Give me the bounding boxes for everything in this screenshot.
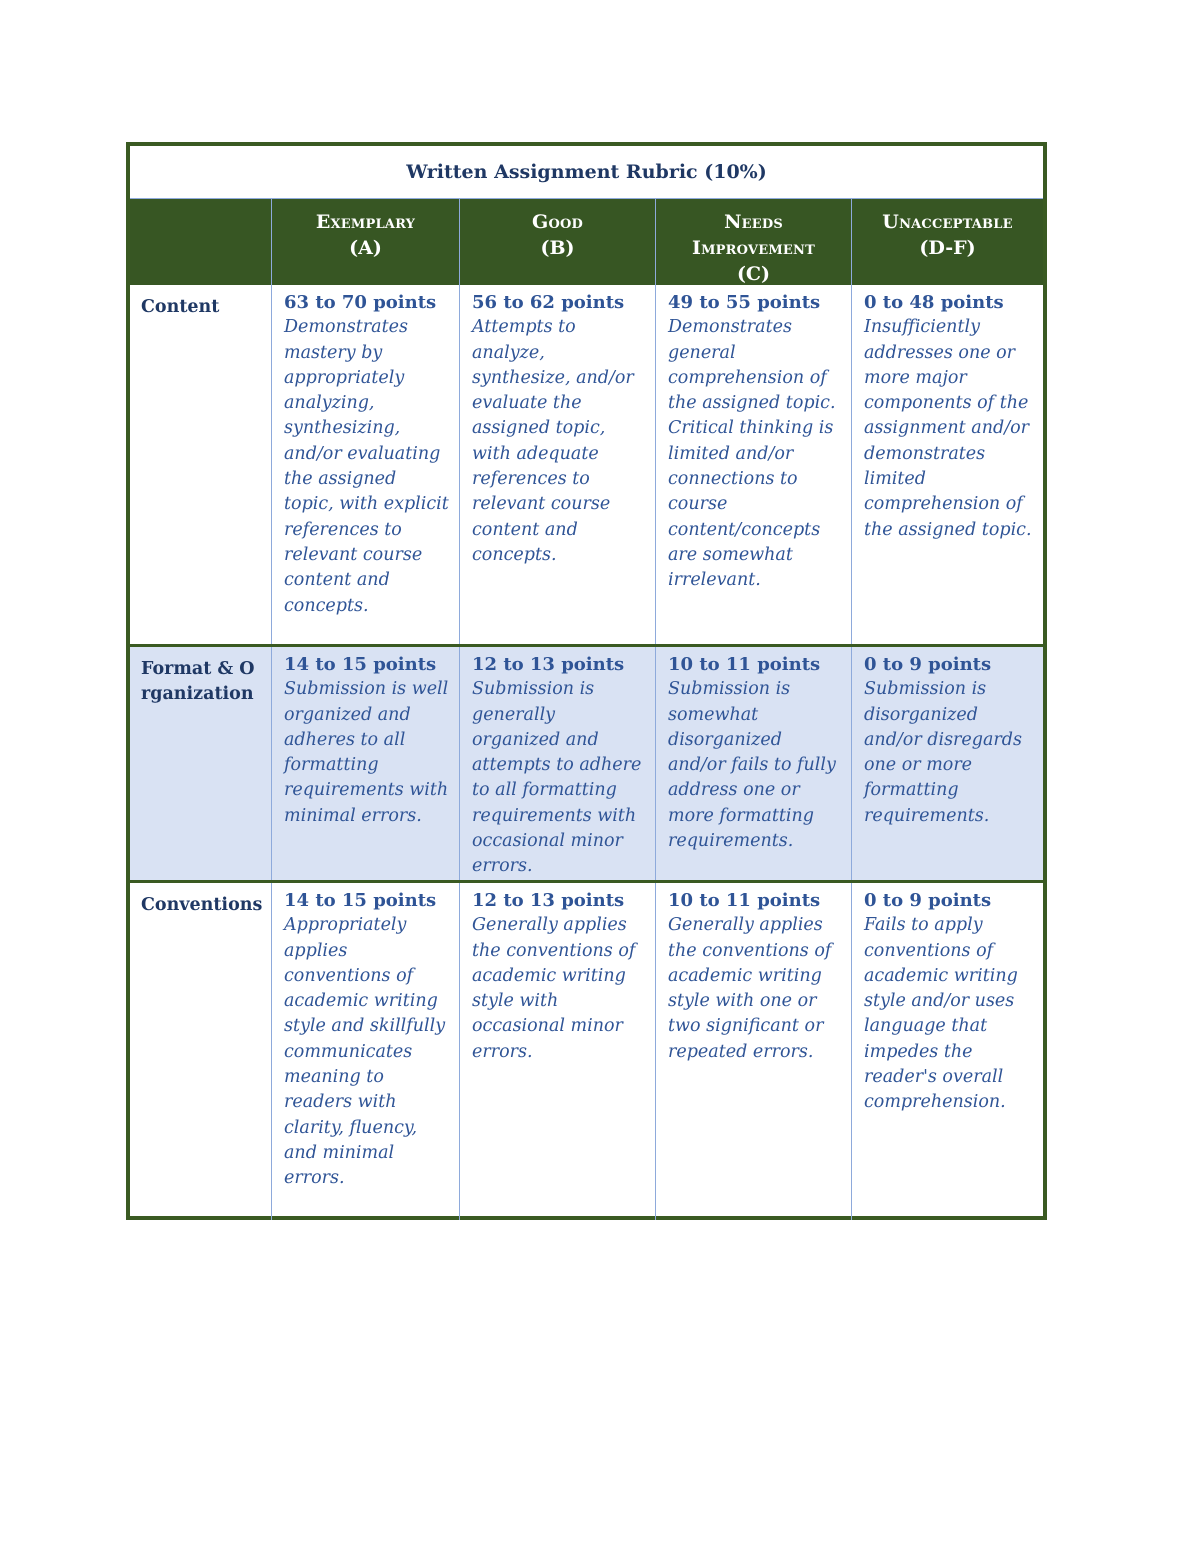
points-range: 12 to 13 points [472, 890, 625, 911]
cell-description: Demonstrates general comprehension of the assigned topic. Critical thinking is limited and/or connections to course content/concepts are somewhat irrelevant. [668, 317, 836, 591]
rubric-title: Written Assignment Rubric (10%) [130, 146, 1043, 199]
rubric-cell [459, 647, 655, 880]
level-grade: (A) [349, 237, 382, 259]
table-row [130, 647, 1043, 883]
points-range: 0 to 48 points [864, 292, 1004, 313]
points-range: 10 to 11 points [668, 654, 821, 675]
cell-description: Appropriately applies conventions of academic writing style and skillfully communicates meaning to readers with clarity, fluency, and minimal errors. [284, 915, 446, 1189]
cell-description: Generally applies the conventions of academic writing style with one or two significant or repeated errors. [668, 915, 832, 1062]
table-row [130, 883, 1043, 1220]
criterion-label: Content [141, 297, 220, 317]
header-row [130, 199, 1043, 285]
cell-description: Generally applies the conventions of academic writing style with occasional minor errors. [472, 915, 636, 1062]
rubric-cell [271, 647, 459, 880]
level-grade: (D-F) [919, 237, 976, 259]
points-range: 12 to 13 points [472, 654, 625, 675]
level-grade: (B) [540, 237, 575, 259]
points-range: 10 to 11 points [668, 890, 821, 911]
rubric-cell [851, 285, 1043, 644]
cell-description: Submission is generally organized and attempts to adhere to all formatting requirements with occasional minor errors. [472, 679, 642, 877]
cell-description: Submission is disorganized and/or disregards one or more formatting requirements. [864, 679, 1022, 826]
points-range: 0 to 9 points [864, 654, 992, 675]
criterion-label: Format & Organization [141, 659, 255, 705]
level-name: Needs Improvement [691, 211, 815, 259]
points-range: 63 to 70 points [284, 292, 437, 313]
level-name: Good [532, 211, 583, 233]
rubric-cell [459, 285, 655, 644]
cell-description: Demonstrates mastery by appropriately analyzing, synthesizing, and/or evaluating the assigned topic, with explicit references to relevant course content and concepts. [284, 317, 449, 616]
points-range: 0 to 9 points [864, 890, 992, 911]
header-level-good [459, 199, 655, 285]
rubric-table [126, 142, 1047, 1220]
rubric-cell [851, 883, 1043, 1220]
rubric-cell [271, 285, 459, 644]
level-grade: (C) [736, 263, 771, 285]
header-level-unacceptable [851, 199, 1043, 285]
rubric-cell [851, 647, 1043, 880]
points-range: 49 to 55 points [668, 292, 821, 313]
points-range: 14 to 15 points [284, 654, 437, 675]
rubric-cell [271, 883, 459, 1220]
level-name: Exemplary [315, 211, 416, 233]
rubric-cell [655, 285, 851, 644]
cell-description: Insufficiently addresses one or more major components of the assignment and/or demonstrates limited comprehension of the assigned topic. [864, 317, 1032, 540]
criterion-label: Conventions [141, 895, 263, 915]
rubric-cell [655, 883, 851, 1220]
cell-description: Attempts to analyze, synthesize, and/or evaluate the assigned topic, with adequate references to relevant course content and concepts. [472, 317, 634, 565]
cell-description: Submission is somewhat disorganized and/or fails to fully address one or more formatting requirements. [668, 679, 836, 852]
cell-description: Fails to apply conventions of academic writing style and/or uses language that impedes the reader's overall comprehension. [864, 915, 1018, 1113]
rubric-cell [459, 883, 655, 1220]
header-criterion-cell [130, 199, 271, 285]
cell-description: Submission is well organized and adheres to all formatting requirements with minimal errors. [284, 679, 449, 826]
table-row [130, 285, 1043, 647]
header-level-exemplary [271, 199, 459, 285]
points-range: 56 to 62 points [472, 292, 625, 313]
level-name: Unacceptable [882, 211, 1013, 233]
header-level-needs-improvement [655, 199, 851, 285]
rubric-cell [655, 647, 851, 880]
points-range: 14 to 15 points [284, 890, 437, 911]
